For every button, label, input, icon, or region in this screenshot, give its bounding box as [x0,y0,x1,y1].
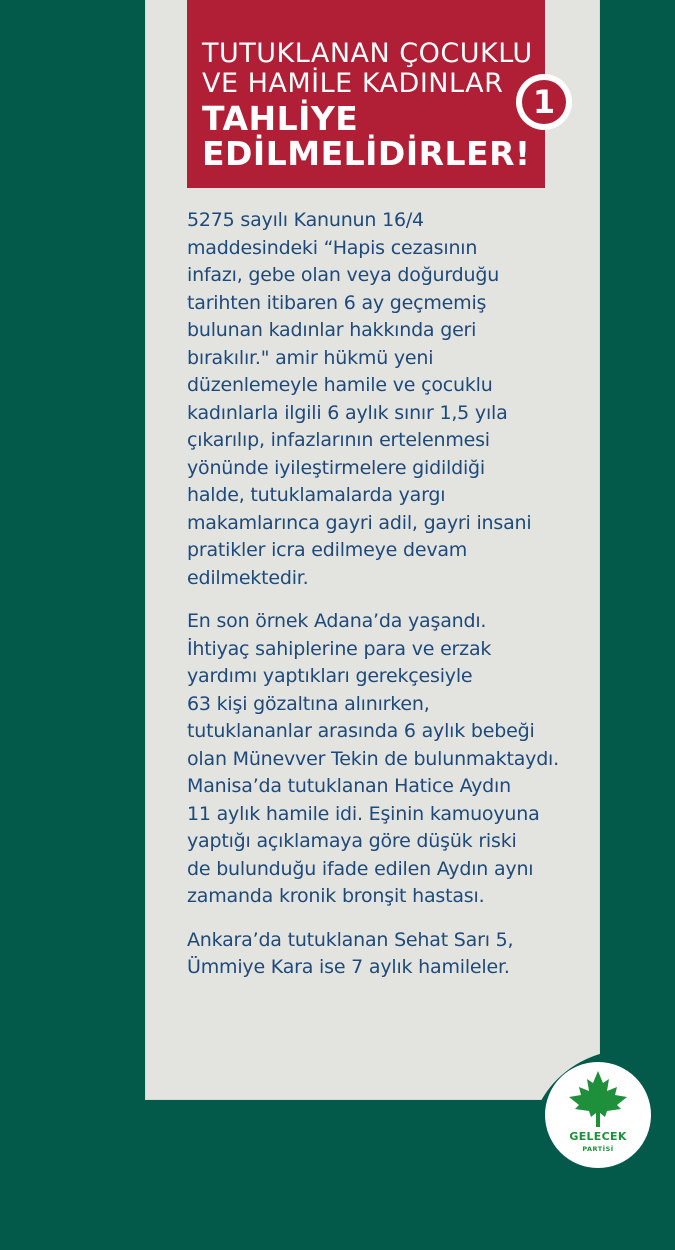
text-line: çıkarılıp, infazlarının ertelenmesi [187,429,490,451]
title-banner [187,0,545,188]
text-line: Manisa’da tutuklanan Hatice Aydın [187,775,511,797]
text-line: pratikler icra edilmeye devam [187,539,468,561]
maple-leaf-icon [565,1069,631,1131]
body-text [187,207,562,998]
text-line: makamlarınca gayri adil, gayri insani [187,511,532,534]
title-emphasis-1: TAHLİYE [202,99,359,138]
text-line: infazı, gebe olan veya doğurduğu [187,264,500,286]
title-emphasis-2: EDİLMELİDİRLER! [202,134,531,173]
text-line: En son örnek Adana’da yaşandı. [187,610,487,632]
text-line: düzenlemeyle hamile ve çocuklu [187,374,493,396]
text-line: tutuklananlar arasında 6 aylık bebeği [187,720,535,742]
text-line: 63 kişi gözaltına alınırken, [187,692,430,715]
paragraph-1 [187,207,562,592]
number-badge [516,74,572,130]
text-line: Ankara’da tutuklanan Sehat Sarı 5, [187,928,514,951]
paragraph-2 [187,608,562,911]
text-line: bulunan kadınlar hakkında geri [187,319,477,341]
title-line-2: VE HAMİLE KADINLAR [202,68,504,99]
text-line: halde, tutuklamalarda yargı [187,484,446,506]
text-line: yönünde iyileştirmelere gidildiği [187,456,485,479]
text-line: maddesindeki “Hapis cezasının [187,236,478,259]
text-line: Ümmiye Kara ise 7 aylık hamileler. [187,956,510,978]
text-line: 5275 sayılı Kanunun 16/4 [187,209,424,231]
party-logo [545,1062,651,1168]
text-line: yardımı yaptıkları gerekçesiyle [187,665,473,687]
text-line: İhtiyaç sahiplerine para ve erzak [187,637,492,660]
logo-name: GELECEK [569,1130,627,1143]
text-line: zamanda kronik bronşit hastası. [187,885,485,907]
text-line: de bulunduğu ifade edilen Aydın aynı [187,857,534,880]
text-line: yaptığı açıklamaya göre düşük riski [187,830,517,852]
text-line: tarihten itibaren 6 ay geçmemiş [187,291,487,314]
logo-subtitle: PARTİSİ [582,1145,614,1153]
text-line: bırakılır." amir hükmü yeni [187,346,434,369]
text-line: edilmektedir. [187,566,309,589]
text-line: kadınlarla ilgili 6 aylık sınır 1,5 yıla [187,401,508,424]
paragraph-3 [187,927,562,982]
title-line-1: TUTUKLANAN ÇOCUKLU [202,38,533,69]
text-line: olan Münevver Tekin de bulunmaktaydı. [187,747,559,770]
text-line: 11 aylık hamile idi. Eşinin kamuoyuna [187,802,540,825]
number-badge-value: 1 [522,80,566,124]
